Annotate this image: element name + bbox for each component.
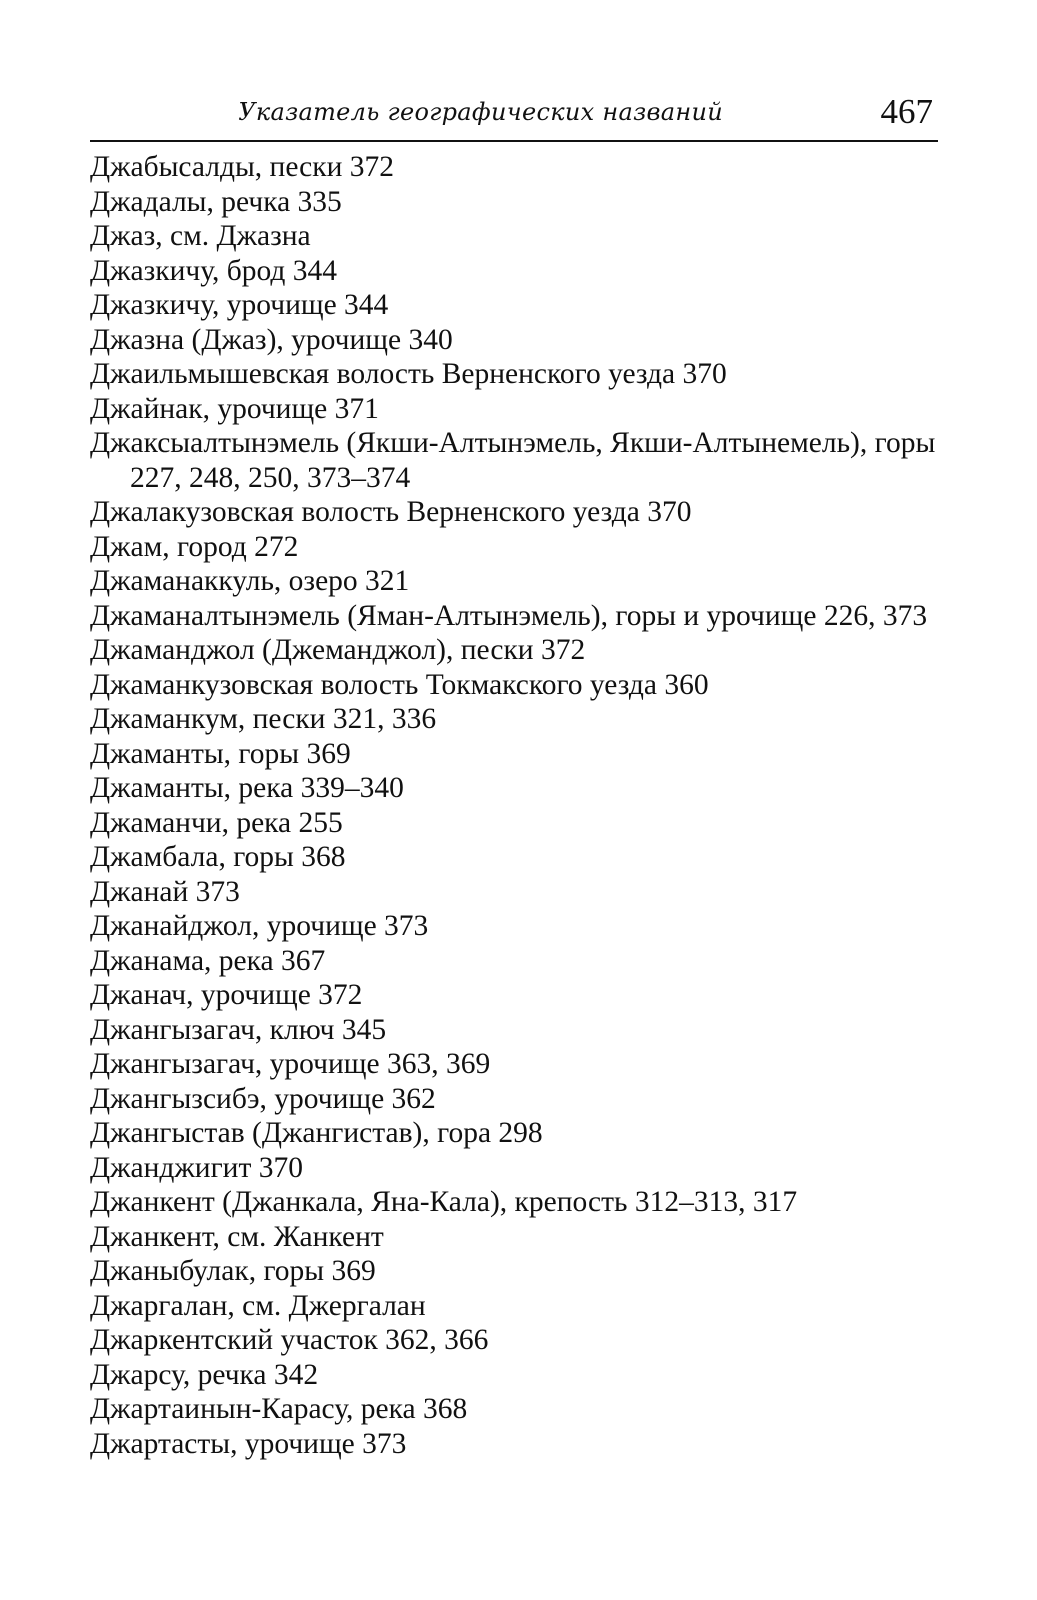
index-entry: Джанач, урочище 372 [90, 979, 363, 1011]
index-entry: Джаманкум, пески 321, 336 [90, 703, 437, 735]
index-entry: Джанайджол, урочище 373 [90, 910, 429, 942]
running-title: Указатель географических названий [238, 98, 723, 126]
index-entry: Джанама, река 367 [90, 944, 326, 977]
index-entry: Джаманкузовская волость Токмакского уезда 360 [90, 668, 709, 701]
index-entry: Джаз, см. Джазна [90, 220, 311, 252]
index-entry: Джазкичу, урочище 344 [90, 289, 389, 321]
index-entry: Джаманты, горы 369 [90, 737, 351, 770]
index-entries [90, 150, 950, 1461]
index-entry: Джаманджол (Джеманджол), пески 372 [90, 634, 586, 666]
index-entry: Джадалы, речка 335 [90, 185, 342, 218]
index-entry: Джартаинын-Карасу, река 368 [90, 1393, 468, 1425]
index-entry: Джаманчи, река 255 [90, 806, 343, 839]
index-entry: Джартасты, урочище 373 [90, 1427, 407, 1460]
index-entry: Джангызагач, ключ 345 [90, 1013, 387, 1046]
index-entry: Джанкент (Джанкала, Яна-Кала), крепость 312–313, 317 [90, 1186, 798, 1218]
index-entry: Джаныбулак, горы 369 [90, 1255, 376, 1287]
index-entry: Джангыстав (Джангистав), гора 298 [90, 1117, 543, 1149]
index-entry: Джалакузовская волость Верненского уезда 370 [90, 496, 692, 528]
header-rule [90, 140, 938, 142]
index-entry: Джаргалан, см. Джергалан [90, 1289, 426, 1322]
index-entry: Джангызагач, урочище 363, 369 [90, 1048, 491, 1080]
index-entry: Джазна (Джаз), урочище 340 [90, 323, 453, 356]
index-entry: Джарсу, речка 342 [90, 1358, 319, 1391]
index-entry: Джам, город 272 [90, 530, 299, 563]
page-header [90, 92, 938, 136]
index-entry: Джайнак, урочище 371 [90, 392, 379, 425]
index-entry: Джаманаккуль, озеро 321 [90, 565, 410, 597]
index-entry: Джамбала, горы 368 [90, 841, 346, 873]
index-entry: Джабысалды, пески 372 [90, 151, 394, 183]
index-entry: Джаманты, река 339–340 [90, 772, 404, 804]
index-entry: Джанкент, см. Жанкент [90, 1220, 384, 1253]
index-entry: Джанай 373 [90, 875, 240, 908]
index-entry: Джаксыалтынэмель (Якши-Алтынэмель, Якши-Алтынемель), горы 227, 248, 250, 373–374 [90, 427, 936, 494]
page-number: 467 [880, 92, 933, 131]
index-entry: Джаманалтынэмель (Яман-Алтынэмель), горы и урочище 226, 373 [90, 599, 928, 632]
index-entry: Джаркентский участок 362, 366 [90, 1324, 489, 1356]
index-entry: Джаильмышевская волость Верненского уезда 370 [90, 358, 727, 390]
index-entry: Джанджигит 370 [90, 1151, 303, 1184]
index-entry: Джангызсибэ, урочище 362 [90, 1082, 436, 1115]
index-entry: Джазкичу, брод 344 [90, 254, 338, 287]
